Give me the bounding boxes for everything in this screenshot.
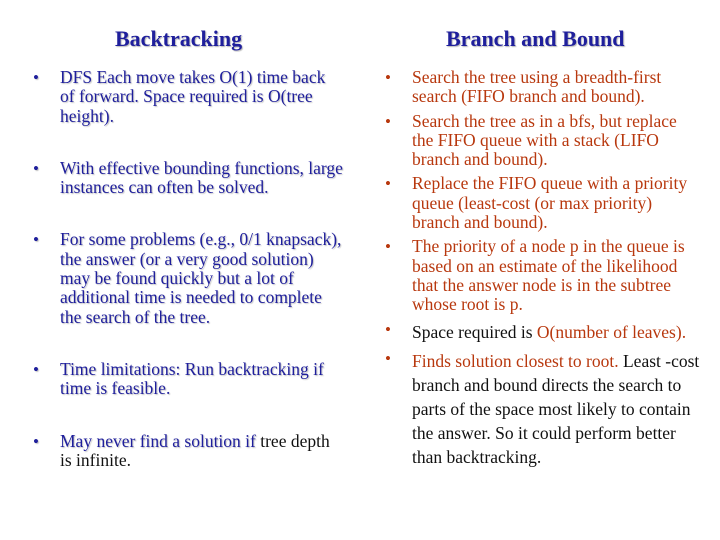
bullet-dot-icon: • bbox=[385, 68, 391, 87]
bullet-text-tail: Least -cost branch and bound directs the search to parts of the space most likely to contain the answer. So it could perform better than backtracking. bbox=[412, 350, 700, 467]
branch-and-bound-heading: Branch and Bound bbox=[446, 26, 625, 51]
bullet-text: Search the tree as in a bfs, but replace the FIFO queue with a stack (LIFO branch and bound). bbox=[412, 110, 677, 170]
bullet-dot-icon: • bbox=[33, 431, 39, 451]
bullet-dot-icon: • bbox=[385, 237, 391, 257]
bullet-dot-icon: • bbox=[33, 68, 39, 87]
branch-and-bound-bullet bbox=[380, 112, 702, 170]
backtracking-bullet-list bbox=[28, 68, 344, 470]
backtracking-bullet bbox=[28, 230, 344, 326]
bullet-text-lead: Space required is bbox=[412, 321, 537, 342]
bullet-dot-icon: • bbox=[33, 359, 39, 379]
branch-and-bound-bullet-list bbox=[380, 68, 702, 469]
bullet-text-tail: tree depth is infinite. bbox=[60, 430, 330, 470]
backtracking-bullet bbox=[28, 159, 344, 198]
branch-and-bound-bullet bbox=[380, 68, 702, 107]
bullet-text: DFS Each move takes O(1) time back of forward. Space required is O(tree height). bbox=[60, 67, 326, 126]
bullet-dot-icon: • bbox=[33, 158, 39, 178]
branch-and-bound-bullet bbox=[380, 237, 702, 314]
bullet-dot-icon: • bbox=[385, 174, 391, 194]
bullet-text: O(number of leaves). bbox=[536, 321, 687, 342]
branch-and-bound-bullet bbox=[380, 174, 702, 232]
bullet-text: With effective bounding functions, large instances can often be solved. bbox=[60, 157, 343, 198]
backtracking-bullet bbox=[28, 68, 344, 126]
bullet-text: Finds solution closest to root. bbox=[412, 350, 619, 371]
bullet-text: For some problems (e.g., 0/1 knapsack), the answer (or a very good solution) may be found quickly but a lot of additional time is needed to complete the search of the tree. bbox=[60, 229, 342, 327]
bullet-text: May never find a solution if bbox=[60, 430, 256, 451]
backtracking-heading: Backtracking bbox=[115, 26, 243, 51]
backtracking-bullet bbox=[28, 432, 344, 471]
bullet-text: The priority of a node p in the queue is based on an estimate of the likelihood that the answer node is in the subtree whose root is p. bbox=[412, 236, 685, 315]
bullet-dot-icon: • bbox=[33, 230, 39, 250]
bullet-dot-icon: • bbox=[385, 319, 391, 339]
bullet-text: Time limitations: Run backtracking if time is feasible. bbox=[60, 358, 324, 399]
branch-and-bound-bullet bbox=[380, 320, 702, 344]
backtracking-bullet bbox=[28, 360, 344, 399]
bullet-text: Replace the FIFO queue with a priority queue (least-cost (or max priority) branch and bound). bbox=[412, 173, 688, 233]
bullet-text: Search the tree using a breadth-first search (FIFO branch and bound). bbox=[412, 67, 662, 107]
bullet-dot-icon: • bbox=[385, 111, 391, 131]
branch-and-bound-bullet bbox=[380, 349, 702, 469]
bullet-dot-icon: • bbox=[385, 348, 391, 368]
